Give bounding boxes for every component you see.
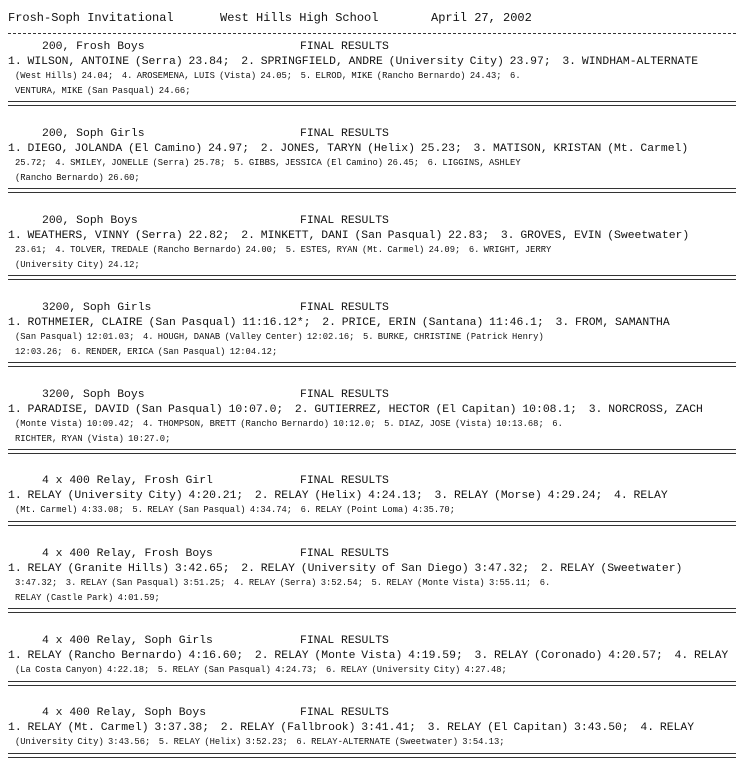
result-line: 1. DIEGO, JOLANDA (El Camino) 24.97; 2. JONES, TARYN (Helix) 25.23; 3. MATISON, KRISTAN (Mt. Carmel) bbox=[8, 142, 689, 155]
event-block bbox=[8, 474, 736, 526]
event-results bbox=[8, 55, 736, 99]
result-line: 23.61; 4. TOLVER, TREDALE (Rancho Bernardo) 24.00; 5. ESTES, RYAN (Mt. Carmel) 24.09; 6. WRIGHT, JERRY bbox=[15, 245, 552, 255]
event-status: FINAL RESULTS bbox=[300, 215, 389, 227]
event-header bbox=[8, 547, 736, 562]
result-line: 12:03.26; 6. RENDER, ERICA (San Pasqual) 12:04.12; bbox=[15, 346, 278, 357]
venue-name: West Hills High School bbox=[220, 11, 379, 25]
event-results bbox=[8, 403, 736, 447]
result-line: (Rancho Bernardo) 26.60; bbox=[15, 172, 140, 183]
event-block bbox=[8, 706, 736, 758]
result-line: 1. RELAY (University City) 4:20.21; 2. RELAY (Helix) 4:24.13; 3. RELAY (Morse) 4:29.24; 4. RELAY bbox=[8, 489, 668, 502]
result-line: (San Pasqual) 12:01.03; 4. HOUGH, DANAB (Valley Center) 12:02.16; 5. BURKE, CHRISTINE (Patrick Henry) bbox=[15, 332, 544, 342]
event-block bbox=[8, 634, 736, 686]
event-status: FINAL RESULTS bbox=[300, 302, 389, 314]
result-line: 1. ROTHMEIER, CLAIRE (San Pasqual) 11:16.12*; 2. PRICE, ERIN (Santana) 11:46.1; 3. FROM, SAMANTHA bbox=[8, 316, 670, 329]
event-name: 4 x 400 Relay, Frosh Girl bbox=[42, 475, 213, 487]
event-divider bbox=[8, 101, 736, 106]
event-block bbox=[8, 127, 736, 193]
event-header bbox=[8, 214, 736, 229]
event-results bbox=[8, 229, 736, 273]
meet-name: Frosh-Soph Invitational bbox=[8, 11, 174, 25]
result-line: 1. PARADISE, DAVID (San Pasqual) 10:07.0; 2. GUTIERREZ, HECTOR (El Capitan) 10:08.1; 3. NORCROSS, ZACH bbox=[8, 403, 703, 416]
result-line: 1. WEATHERS, VINNY (Serra) 22.82; 2. MINKETT, DANI (San Pasqual) 22.83; 3. GROVES, EVIN (Sweetwater) bbox=[8, 229, 690, 242]
event-status: FINAL RESULTS bbox=[300, 707, 389, 719]
event-header bbox=[8, 127, 736, 142]
event-name: 4 x 400 Relay, Soph Girls bbox=[42, 635, 213, 647]
page-header bbox=[8, 10, 736, 26]
event-status: FINAL RESULTS bbox=[300, 128, 389, 140]
event-results bbox=[8, 316, 736, 360]
event-header bbox=[8, 634, 736, 649]
event-name: 200, Soph Girls bbox=[42, 128, 145, 140]
result-line: RELAY (Castle Park) 4:01.59; bbox=[15, 592, 160, 603]
event-name: 4 x 400 Relay, Frosh Boys bbox=[42, 548, 213, 560]
event-results bbox=[8, 562, 736, 606]
result-line: 3:47.32; 3. RELAY (San Pasqual) 3:51.25; 4. RELAY (Serra) 3:52.54; 5. RELAY (Monte Vista) 3:55.11; 6. bbox=[15, 578, 551, 588]
results-page bbox=[8, 10, 736, 40]
result-line: 1. RELAY (Mt. Carmel) 3:37.38; 2. RELAY (Fallbrook) 3:41.41; 3. RELAY (El Capitan) 3:43.50; 4. RELAY bbox=[8, 721, 695, 734]
event-status: FINAL RESULTS bbox=[300, 548, 389, 560]
event-name: 200, Frosh Boys bbox=[42, 41, 145, 53]
event-header bbox=[8, 474, 736, 489]
event-status: FINAL RESULTS bbox=[300, 635, 389, 647]
event-results bbox=[8, 142, 736, 186]
result-line: (University City) 3:43.56; 5. RELAY (Helix) 3:52.23; 6. RELAY-ALTERNATE (Sweetwater) 3:54.13; bbox=[15, 737, 505, 747]
event-header bbox=[8, 301, 736, 316]
result-line: 1. RELAY (Rancho Bernardo) 4:16.60; 2. RELAY (Monte Vista) 4:19.59; 3. RELAY (Coronado) 4:20.57; 4. RELAY bbox=[8, 649, 729, 662]
result-line: (Mt. Carmel) 4:33.08; 5. RELAY (San Pasqual) 4:34.74; 6. RELAY (Point Loma) 4:35.70; bbox=[15, 505, 455, 515]
event-header bbox=[8, 388, 736, 403]
event-name: 3200, Soph Girls bbox=[42, 302, 152, 314]
event-block bbox=[8, 388, 736, 454]
event-block bbox=[8, 547, 736, 613]
header-divider bbox=[8, 33, 736, 34]
result-line: (West Hills) 24.04; 4. AROSEMENA, LUIS (Vista) 24.05; 5. ELROD, MIKE (Rancho Bernardo) 24.43; 6. bbox=[15, 71, 521, 81]
event-header bbox=[8, 706, 736, 721]
event-status: FINAL RESULTS bbox=[300, 475, 389, 487]
result-line: (La Costa Canyon) 4:22.18; 5. RELAY (San Pasqual) 4:24.73; 6. RELAY (University City) 4:27.48; bbox=[15, 665, 507, 675]
event-name: 3200, Soph Boys bbox=[42, 389, 145, 401]
event-status: FINAL RESULTS bbox=[300, 41, 389, 53]
event-block bbox=[8, 214, 736, 280]
event-divider bbox=[8, 521, 736, 526]
event-divider bbox=[8, 681, 736, 686]
event-status: FINAL RESULTS bbox=[300, 389, 389, 401]
result-line: (University City) 24.12; bbox=[15, 259, 140, 270]
event-divider bbox=[8, 608, 736, 613]
meet-date: April 27, 2002 bbox=[431, 11, 532, 25]
event-divider bbox=[8, 753, 736, 758]
event-divider bbox=[8, 275, 736, 280]
event-block bbox=[8, 301, 736, 367]
result-line: 1. RELAY (Granite Hills) 3:42.65; 2. RELAY (University of San Diego) 3:47.32; 2. RELAY (Sweetwater) bbox=[8, 562, 683, 575]
result-line: (Monte Vista) 10:09.42; 4. THOMPSON, BRETT (Rancho Bernardo) 10:12.0; 5. DIAZ, JOSE (Vista) 10:13.68; 6. bbox=[15, 419, 563, 429]
event-divider bbox=[8, 188, 736, 193]
event-name: 4 x 400 Relay, Soph Boys bbox=[42, 707, 207, 719]
event-header bbox=[8, 40, 736, 55]
event-results bbox=[8, 489, 736, 518]
event-block bbox=[8, 40, 736, 106]
event-results bbox=[8, 649, 736, 678]
event-divider bbox=[8, 362, 736, 367]
event-divider bbox=[8, 449, 736, 454]
result-line: VENTURA, MIKE (San Pasqual) 24.66; bbox=[15, 85, 191, 96]
event-results bbox=[8, 721, 736, 750]
result-line: RICHTER, RYAN (Vista) 10:27.0; bbox=[15, 433, 171, 444]
event-name: 200, Soph Boys bbox=[42, 215, 138, 227]
result-line: 1. WILSON, ANTOINE (Serra) 23.84; 2. SPRINGFIELD, ANDRE (University City) 23.97; 3. WINDHAM-ALTERNATE bbox=[8, 55, 699, 68]
result-line: 25.72; 4. SMILEY, JONELLE (Serra) 25.78; 5. GIBBS, JESSICA (El Camino) 26.45; 6. LIGGINS, ASHLEY bbox=[15, 158, 521, 168]
